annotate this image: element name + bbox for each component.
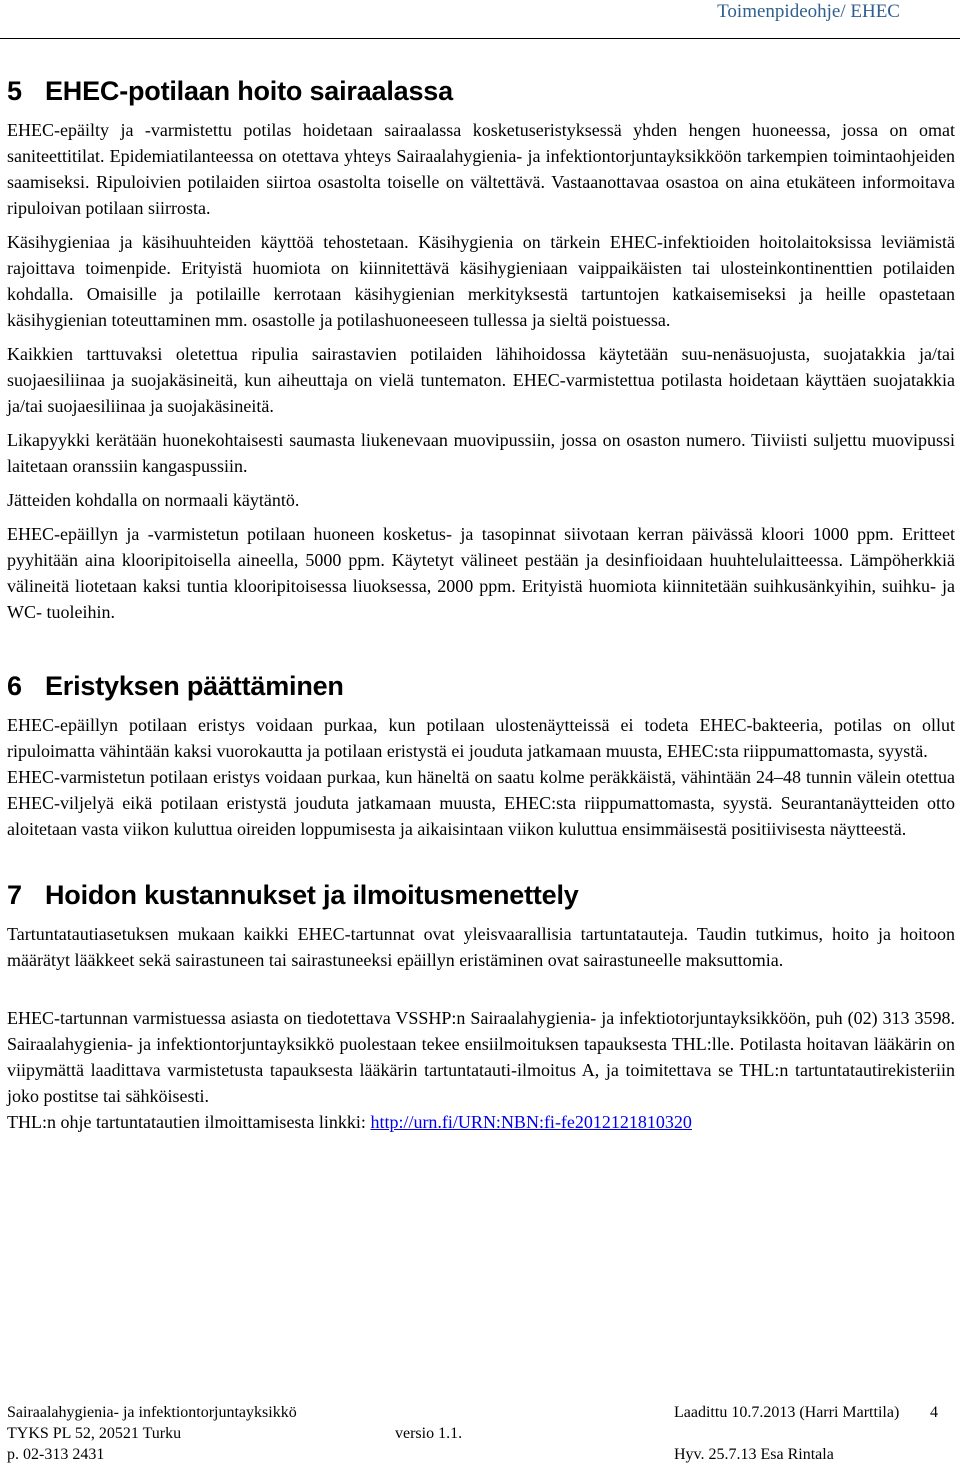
section-5-paragraph-3: Kaikkien tarttuvaksi oletettua ripulia sairastavien potilaiden lähihoidossa käytetään suu-nenäsuojusta, suojatakkia ja/tai suojaesiliinaa ja suojakäsineitä, kun aiheuttaja on vielä tuntematon. EHEC-varmistettua potilasta hoidetaan käyttäen suojatakkia ja/tai suojaesiliinaa ja suojakäsineitä. xyxy=(7,344,955,416)
section-5-paragraph-4: Likapyykki kerätään huonekohtaisesti saumasta liukenevaan muovipussiin, jossa on osaston numero. Tiiviisti suljettu muovipussi laitetaan oranssiin kangaspussiin. xyxy=(7,430,955,476)
section-5-number: 5 xyxy=(7,76,22,106)
section-7-link-paragraph xyxy=(7,1109,955,1135)
footer-page-number: 4 xyxy=(930,1404,938,1421)
section-7-number: 7 xyxy=(7,880,22,910)
link-prefix: THL:n ohje tartuntatautien ilmoittamisesta linkki: xyxy=(7,1112,371,1132)
footer-phone: p. 02-313 2431 xyxy=(7,1446,105,1463)
section-6-paragraph-1: EHEC-epäillyn potilaan eristys voidaan purkaa, kun potilaan ulostenäytteissä ei todeta EHEC-bakteeria, potilas on ollut ripuloimatta vähintään kaksi vuorokautta ja potilaan eristystä ei jouduta jatkamaan muusta, EHEC:sta riippumattomasta, syystä. xyxy=(7,715,955,761)
footer-version: versio 1.1. xyxy=(395,1425,463,1442)
footer-prepared: Laadittu 10.7.2013 (Harri Marttila) xyxy=(674,1404,900,1421)
footer-org: Sairaalahygienia- ja infektiontorjuntayksikkö xyxy=(7,1404,297,1421)
footer-address: TYKS PL 52, 20521 Turku xyxy=(7,1425,182,1442)
section-6-title: Eristyksen päättäminen xyxy=(45,671,344,701)
footer-approved: Hyv. 25.7.13 Esa Rintala xyxy=(674,1446,834,1463)
section-5-paragraph-1: EHEC-epäilty ja -varmistettu potilas hoidetaan sairaalassa kosketuseristyksessä yhden hengen huoneessa, jossa on omat saniteettitilat. Epidemiatilanteessa on otettava yhteys Sairaalahygienia- ja infektiontorjuntayksikköön tarkempien toimintaohjeiden saamiseksi. Ripuloivien potilaiden siirtoa osastolta toiselle on vältettävä. Vastaanottavaa osastoa on aina etukäteen informoitava ripuloivan potilaan siirrosta. xyxy=(7,120,955,218)
document-header-title: Toimenpideohje/ EHEC xyxy=(717,1,900,22)
section-6-heading xyxy=(7,669,955,703)
footer-row-1 xyxy=(7,1402,955,1423)
section-7-title: Hoidon kustannukset ja ilmoitusmenettely xyxy=(45,880,579,910)
section-5-title: EHEC-potilaan hoito sairaalassa xyxy=(45,76,453,106)
section-6-paragraph-2: EHEC-varmistetun potilaan eristys voidaan purkaa, kun häneltä on saatu kolme peräkkäistä, vähintään 24–48 tunnin välein otettua EHEC-viljelyä eikä potilaan eristystä jouduta jatkamaan muusta, EHEC:sta riippumattomasta, syystä. Seurantanäytteiden otto aloitetaan vasta viikon kuluttua oireiden loppumisesta ja aikaisintaan viikon kuluttua ensimmäisestä positiivisesta näytteestä. xyxy=(7,767,955,839)
section-5-paragraph-2: Käsihygieniaa ja käsihuuhteiden käyttöä tehostetaan. Käsihygienia on tärkein EHEC-infektioiden hoitolaitoksissa leviämistä rajoittava toimenpide. Erityistä huomiota on kiinnitettävä käsihygieniaan vaippaikäisten tai ulosteinkontinenttien potilaiden kohdalla. Omaisille ja potilaille kerrotaan käsihygienian merkityksestä tartuntojen katkaisemiseksi ja heille opastetaan käsihygienian toteuttaminen mm. osastolle ja potilashuoneeseen tullessa ja sieltä poistuessa. xyxy=(7,232,955,330)
document-footer xyxy=(7,1402,955,1465)
section-7-paragraph-2: EHEC-tartunnan varmistuessa asiasta on tiedotettava VSSHP:n Sairaalahygienia- ja infektiotorjuntayksikköön, puh (02) 313 3598. Sairaalahygienia- ja infektiontorjuntayksikkö puolestaan tekee ensiilmoituksen tapauksesta THL:lle. Potilasta hoitavan lääkärin on viipymättä laadittava varmistetusta tapauksesta lääkärin tartuntatauti-ilmoitus A, ja toimitettava se THL:n tartuntatautirekisteriin joko postitse tai sähköisesti. xyxy=(7,1008,955,1106)
section-6-number: 6 xyxy=(7,671,22,701)
footer-row-2 xyxy=(7,1423,955,1444)
document-body xyxy=(7,74,955,1143)
footer-row-3 xyxy=(7,1444,955,1465)
section-7-paragraph-1: Tartuntatautiasetuksen mukaan kaikki EHEC-tartunnat ovat yleisvaarallisia tartuntatauteja. Taudin tutkimus, hoito ja hoitoon määrätyt lääkkeet sekä sairastuneen tai sairastuneeksi epäillyn eristäminen ovat sairastuneelle maksuttomia. xyxy=(7,924,955,970)
section-5-heading xyxy=(7,74,955,108)
section-5-paragraph-6: EHEC-epäillyn ja -varmistetun potilaan huoneen kosketus- ja tasopinnat siivotaan kerran päivässä kloori 1000 ppm. Eritteet pyyhitään aina klooripitoisella aineella, 5000 ppm. Käytetyt välineet pestään ja desinfioidaan huuhtelulaitteessa. Lämpöherkkiä välineitä liotetaan kaksi tuntia klooripitoisessa liuoksessa, 2000 ppm. Erityistä huomiota kiinnitetään suihkusänkyihin, suihku- ja WC- tuoleihin. xyxy=(7,524,955,622)
header-divider xyxy=(0,38,960,39)
thl-instructions-link[interactable]: http://urn.fi/URN:NBN:fi-fe2012121810320 xyxy=(370,1112,692,1132)
section-7-heading xyxy=(7,878,955,912)
section-5-paragraph-5: Jätteiden kohdalla on normaali käytäntö. xyxy=(7,490,300,510)
